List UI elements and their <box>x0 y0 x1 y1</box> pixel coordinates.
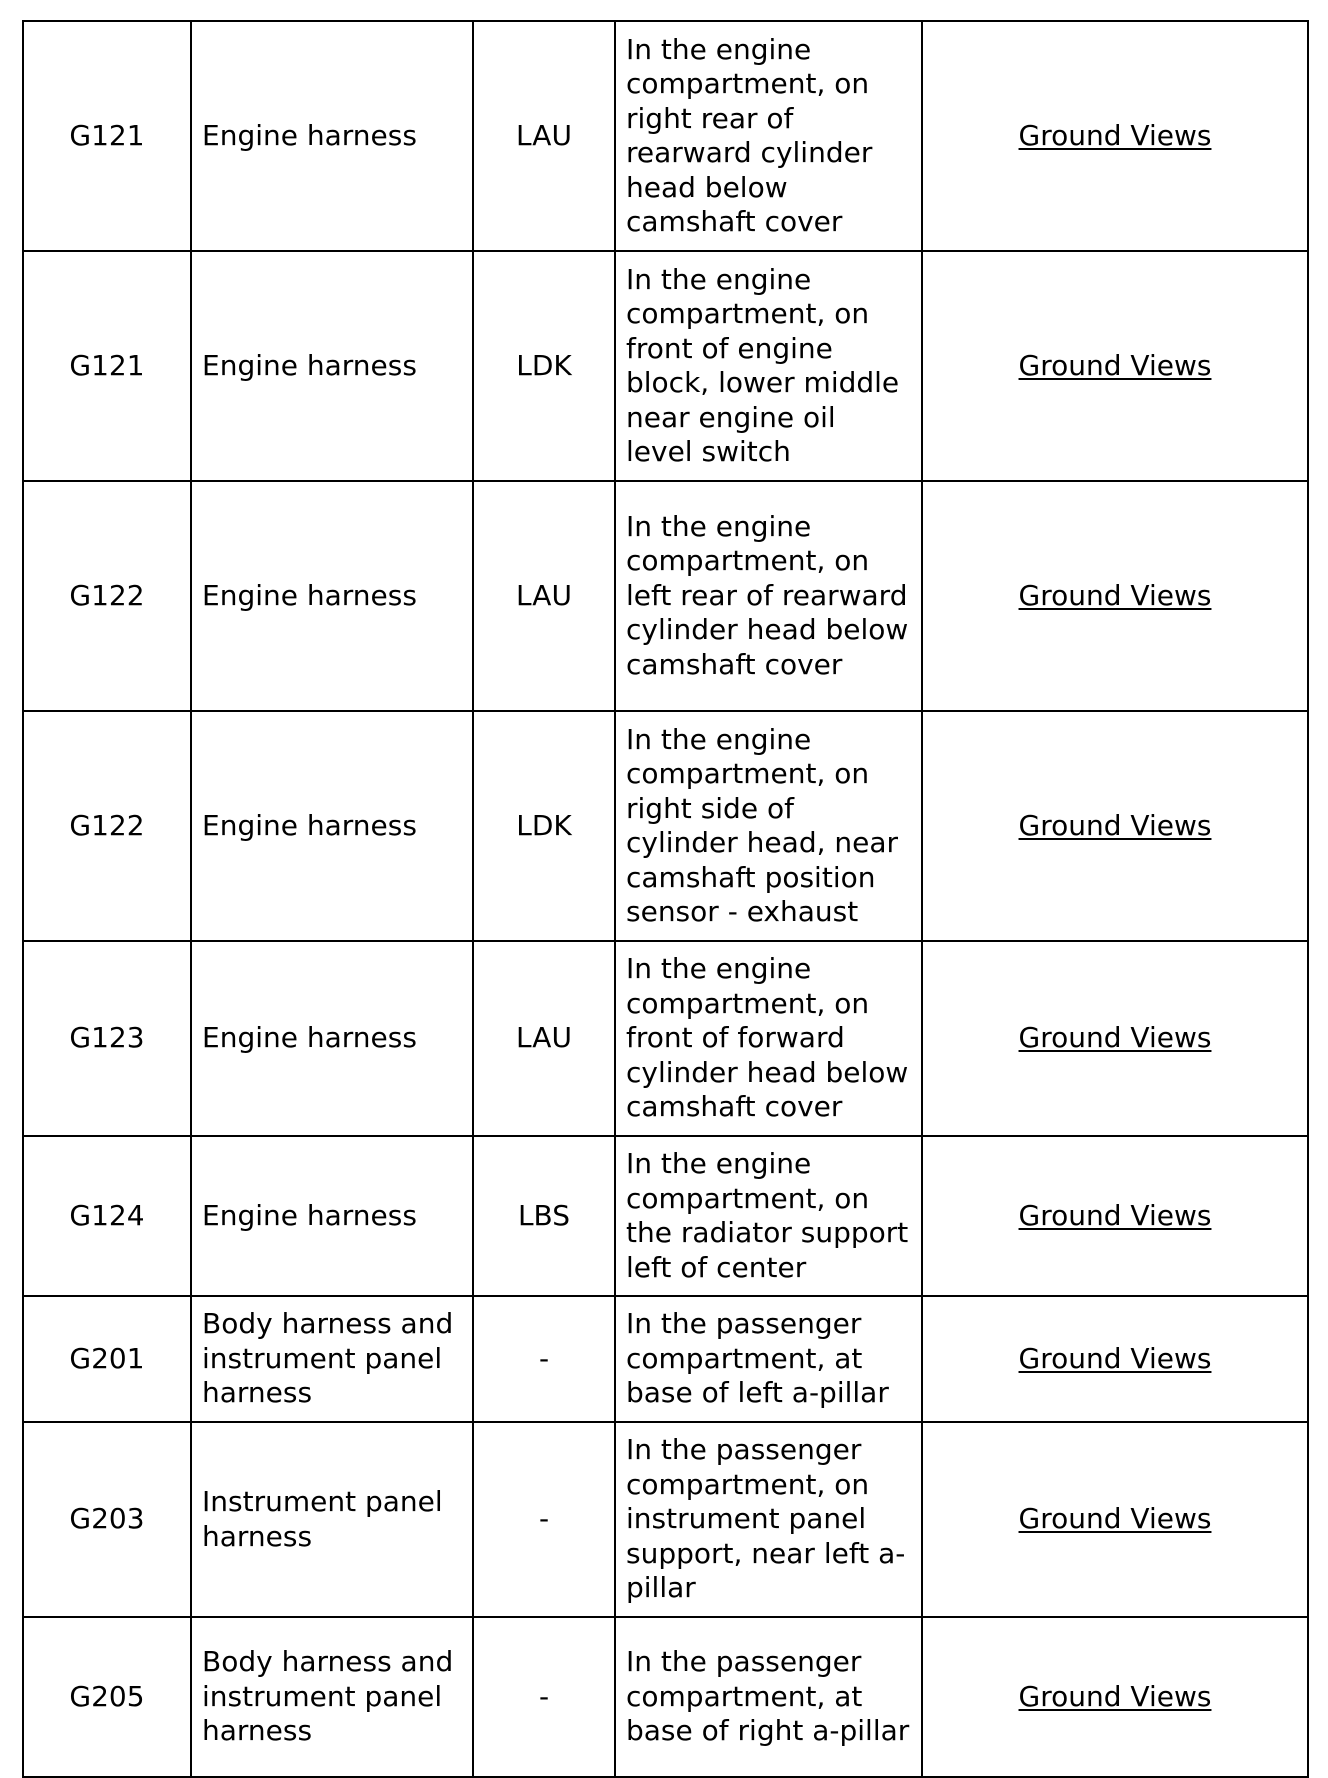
ground-views-link[interactable]: Ground Views <box>1018 578 1212 612</box>
table-row <box>23 1136 1308 1296</box>
option-cell: - <box>473 1617 615 1777</box>
ground-views-link[interactable]: Ground Views <box>1018 118 1212 152</box>
option-cell: - <box>473 1296 615 1422</box>
harness-cell: Engine harness <box>191 941 473 1136</box>
location-cell: In the passenger compartment, at base of right a-pillar <box>615 1617 922 1777</box>
ground-views-link[interactable]: Ground Views <box>1018 1341 1212 1375</box>
harness-cell: Engine harness <box>191 711 473 941</box>
option-cell: LBS <box>473 1136 615 1296</box>
option-cell: LAU <box>473 481 615 711</box>
harness-cell: Engine harness <box>191 1136 473 1296</box>
option-cell: LAU <box>473 941 615 1136</box>
location-cell: In the passenger compartment, at base of left a-pillar <box>615 1296 922 1422</box>
ground-id-cell: G201 <box>23 1296 191 1422</box>
location-cell: In the engine compartment, on front of forward cylinder head below camshaft cover <box>615 941 922 1136</box>
grounds-table <box>22 20 1309 1778</box>
ground-views-link[interactable]: Ground Views <box>1018 1021 1212 1055</box>
table-row <box>23 1422 1308 1617</box>
ground-views-link[interactable]: Ground Views <box>1018 348 1212 382</box>
table-row <box>23 481 1308 711</box>
harness-cell: Engine harness <box>191 481 473 711</box>
table-row <box>23 941 1308 1136</box>
views-cell <box>922 1422 1308 1617</box>
location-cell: In the engine compartment, on right rear of rearward cylinder head below camshaft cover <box>615 21 922 251</box>
harness-cell: Engine harness <box>191 251 473 481</box>
views-cell <box>922 251 1308 481</box>
ground-id-cell: G121 <box>23 21 191 251</box>
table-row <box>23 251 1308 481</box>
table-row <box>23 1296 1308 1422</box>
ground-id-cell: G203 <box>23 1422 191 1617</box>
option-cell: LAU <box>473 21 615 251</box>
grounds-table-body <box>23 21 1308 1777</box>
ground-id-cell: G123 <box>23 941 191 1136</box>
harness-cell: Engine harness <box>191 21 473 251</box>
ground-id-cell: G124 <box>23 1136 191 1296</box>
ground-id-cell: G122 <box>23 481 191 711</box>
harness-cell: Body harness and instrument panel harness <box>191 1617 473 1777</box>
option-cell: LDK <box>473 711 615 941</box>
views-cell <box>922 1617 1308 1777</box>
location-cell: In the engine compartment, on right side of cylinder head, near camshaft position sensor - exhaust <box>615 711 922 941</box>
ground-views-link[interactable]: Ground Views <box>1018 1502 1212 1536</box>
views-cell <box>922 941 1308 1136</box>
views-cell <box>922 21 1308 251</box>
option-cell: - <box>473 1422 615 1617</box>
ground-views-link[interactable]: Ground Views <box>1018 1198 1212 1232</box>
ground-id-cell: G205 <box>23 1617 191 1777</box>
views-cell <box>922 711 1308 941</box>
location-cell: In the engine compartment, on the radiator support left of center <box>615 1136 922 1296</box>
views-cell <box>922 481 1308 711</box>
harness-cell: Instrument panel harness <box>191 1422 473 1617</box>
location-cell: In the engine compartment, on left rear of rearward cylinder head below camshaft cover <box>615 481 922 711</box>
table-row <box>23 21 1308 251</box>
ground-views-link[interactable]: Ground Views <box>1018 808 1212 842</box>
views-cell <box>922 1296 1308 1422</box>
table-row <box>23 1617 1308 1777</box>
harness-cell: Body harness and instrument panel harness <box>191 1296 473 1422</box>
views-cell <box>922 1136 1308 1296</box>
ground-id-cell: G122 <box>23 711 191 941</box>
ground-views-link[interactable]: Ground Views <box>1018 1679 1212 1713</box>
table-row <box>23 711 1308 941</box>
location-cell: In the engine compartment, on front of engine block, lower middle near engine oil level switch <box>615 251 922 481</box>
location-cell: In the passenger compartment, on instrument panel support, near left a-pillar <box>615 1422 922 1617</box>
ground-id-cell: G121 <box>23 251 191 481</box>
option-cell: LDK <box>473 251 615 481</box>
